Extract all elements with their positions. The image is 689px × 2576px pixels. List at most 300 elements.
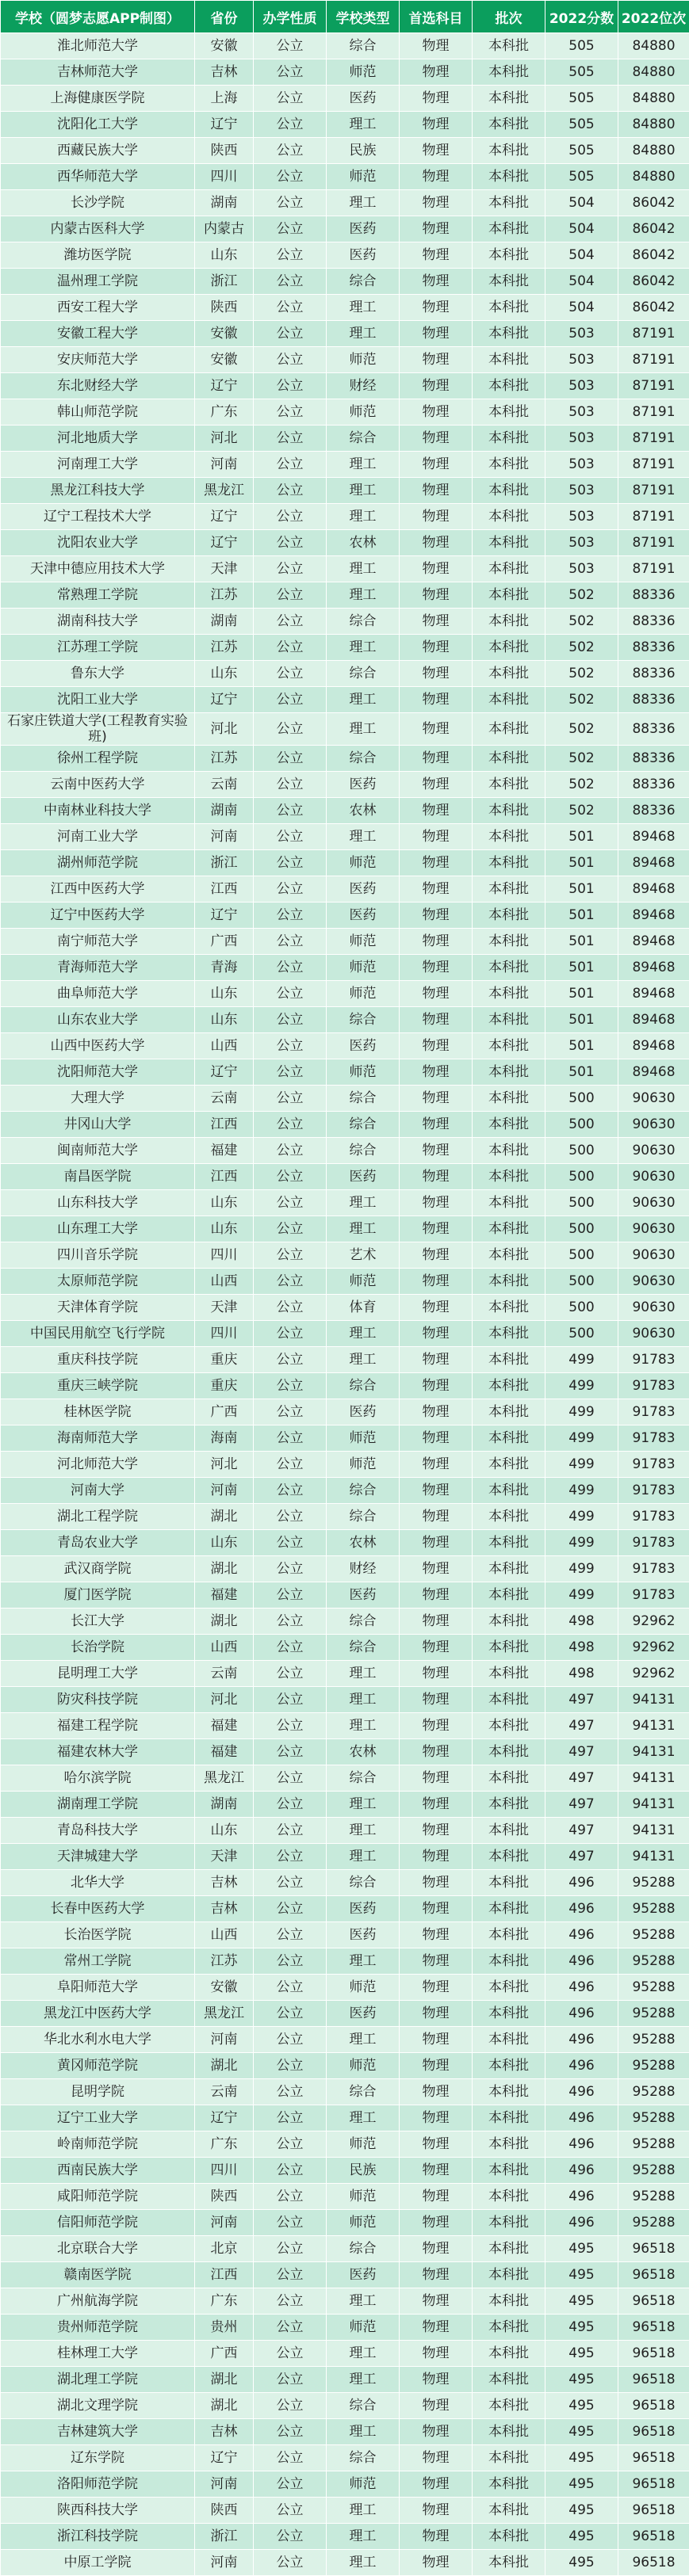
cell-province: 重庆 <box>195 1373 254 1399</box>
cell-ownership: 公立 <box>254 824 327 850</box>
cell-school: 湖州师范学院 <box>1 850 195 876</box>
cell-batch: 本科批 <box>473 1922 545 1948</box>
cell-ownership: 公立 <box>254 504 327 530</box>
cell-batch: 本科批 <box>473 1661 545 1687</box>
cell-school-type: 师范 <box>327 2053 400 2079</box>
table-row <box>1 1739 689 1765</box>
cell-province: 浙江 <box>195 269 254 295</box>
cell-province: 上海 <box>195 86 254 112</box>
cell-ownership: 公立 <box>254 1556 327 1582</box>
cell-rank: 94131 <box>618 1713 689 1739</box>
cell-school-type: 理工 <box>327 2419 400 2445</box>
cell-rank: 90630 <box>618 1164 689 1190</box>
cell-score: 495 <box>545 2419 618 2445</box>
cell-rank: 91783 <box>618 1504 689 1530</box>
cell-province: 广东 <box>195 2288 254 2315</box>
cell-school-type: 师范 <box>327 850 400 876</box>
cell-score: 505 <box>545 86 618 112</box>
cell-rank: 96518 <box>618 2445 689 2471</box>
cell-school: 天津体育学院 <box>1 1295 195 1321</box>
cell-score: 503 <box>545 399 618 426</box>
cell-score: 499 <box>545 1373 618 1399</box>
cell-ownership: 公立 <box>254 1661 327 1687</box>
cell-score: 500 <box>545 1295 618 1321</box>
cell-batch: 本科批 <box>473 556 545 582</box>
cell-province: 吉林 <box>195 2419 254 2445</box>
cell-school: 徐州工程学院 <box>1 746 195 772</box>
cell-subject: 物理 <box>400 1295 473 1321</box>
cell-batch: 本科批 <box>473 295 545 321</box>
cell-school: 常熟理工学院 <box>1 582 195 609</box>
cell-score: 499 <box>545 1347 618 1373</box>
table-row <box>1 33 689 59</box>
cell-rank: 95288 <box>618 2079 689 2105</box>
table-row <box>1 530 689 556</box>
cell-school: 昆明学院 <box>1 2079 195 2105</box>
table-header-row <box>1 1 689 33</box>
cell-rank: 90630 <box>618 1242 689 1269</box>
cell-subject: 物理 <box>400 1556 473 1582</box>
cell-ownership: 公立 <box>254 2053 327 2079</box>
cell-rank: 92962 <box>618 1609 689 1635</box>
cell-school: 青岛农业大学 <box>1 1530 195 1556</box>
cell-school-type: 综合 <box>327 1112 400 1138</box>
cell-school-type: 综合 <box>327 2393 400 2419</box>
cell-subject: 物理 <box>400 321 473 347</box>
cell-subject: 物理 <box>400 582 473 609</box>
table-row <box>1 2210 689 2236</box>
cell-ownership: 公立 <box>254 426 327 452</box>
header-subject: 首选科目 <box>400 1 473 33</box>
cell-batch: 本科批 <box>473 1216 545 1242</box>
cell-school: 湖南理工学院 <box>1 1792 195 1818</box>
cell-rank: 90630 <box>618 1138 689 1164</box>
cell-province: 山西 <box>195 1635 254 1661</box>
cell-province: 山东 <box>195 1190 254 1216</box>
cell-score: 502 <box>545 687 618 713</box>
cell-ownership: 公立 <box>254 2158 327 2184</box>
cell-ownership: 公立 <box>254 1948 327 1975</box>
cell-province: 天津 <box>195 1295 254 1321</box>
table-row <box>1 1086 689 1112</box>
cell-rank: 96518 <box>618 2288 689 2315</box>
table-row <box>1 955 689 981</box>
cell-rank: 89468 <box>618 981 689 1007</box>
cell-score: 505 <box>545 59 618 86</box>
table-row <box>1 609 689 635</box>
cell-rank: 88336 <box>618 746 689 772</box>
cell-ownership: 公立 <box>254 59 327 86</box>
cell-subject: 物理 <box>400 824 473 850</box>
cell-school-type: 理工 <box>327 2550 400 2576</box>
cell-ownership: 公立 <box>254 687 327 713</box>
cell-score: 499 <box>545 1530 618 1556</box>
cell-school-type: 理工 <box>327 190 400 216</box>
cell-score: 503 <box>545 530 618 556</box>
cell-school-type: 理工 <box>327 1190 400 1216</box>
cell-score: 497 <box>545 1739 618 1765</box>
cell-subject: 物理 <box>400 635 473 661</box>
table-row <box>1 2027 689 2053</box>
cell-subject: 物理 <box>400 1138 473 1164</box>
cell-school: 咸阳师范学院 <box>1 2184 195 2210</box>
table-row <box>1 929 689 955</box>
table-row <box>1 1896 689 1922</box>
cell-score: 505 <box>545 112 618 138</box>
cell-rank: 91783 <box>618 1556 689 1582</box>
cell-ownership: 公立 <box>254 1190 327 1216</box>
cell-school-type: 理工 <box>327 2341 400 2367</box>
cell-province: 河南 <box>195 2027 254 2053</box>
cell-school-type: 农林 <box>327 798 400 824</box>
cell-school: 陕西科技大学 <box>1 2498 195 2524</box>
cell-subject: 物理 <box>400 530 473 556</box>
cell-school-type: 医药 <box>327 2262 400 2288</box>
table-row <box>1 1269 689 1295</box>
cell-rank: 86042 <box>618 295 689 321</box>
cell-province: 福建 <box>195 1713 254 1739</box>
cell-ownership: 公立 <box>254 1975 327 2001</box>
cell-school-type: 理工 <box>327 2027 400 2053</box>
cell-school: 重庆三峡学院 <box>1 1373 195 1399</box>
cell-subject: 物理 <box>400 138 473 164</box>
cell-province: 河南 <box>195 452 254 478</box>
cell-school: 防灾科技学院 <box>1 1687 195 1713</box>
cell-rank: 95288 <box>618 2027 689 2053</box>
cell-batch: 本科批 <box>473 2315 545 2341</box>
cell-rank: 89468 <box>618 929 689 955</box>
cell-school: 西安工程大学 <box>1 295 195 321</box>
cell-ownership: 公立 <box>254 746 327 772</box>
cell-rank: 84880 <box>618 59 689 86</box>
cell-batch: 本科批 <box>473 504 545 530</box>
cell-subject: 物理 <box>400 373 473 399</box>
cell-rank: 96518 <box>618 2498 689 2524</box>
cell-school-type: 师范 <box>327 1452 400 1478</box>
table-row <box>1 1870 689 1896</box>
table-row <box>1 687 689 713</box>
cell-province: 河北 <box>195 426 254 452</box>
cell-score: 495 <box>545 2445 618 2471</box>
cell-ownership: 公立 <box>254 1504 327 1530</box>
cell-batch: 本科批 <box>473 426 545 452</box>
cell-batch: 本科批 <box>473 2524 545 2550</box>
cell-score: 500 <box>545 1321 618 1347</box>
cell-score: 497 <box>545 1765 618 1792</box>
cell-school: 河北师范大学 <box>1 1452 195 1478</box>
cell-batch: 本科批 <box>473 373 545 399</box>
cell-ownership: 公立 <box>254 2079 327 2105</box>
cell-school-type: 综合 <box>327 661 400 687</box>
cell-score: 498 <box>545 1635 618 1661</box>
cell-school-type: 医药 <box>327 1399 400 1425</box>
cell-rank: 92962 <box>618 1661 689 1687</box>
cell-school-type: 综合 <box>327 1086 400 1112</box>
cell-subject: 物理 <box>400 1922 473 1948</box>
table-row <box>1 1478 689 1504</box>
cell-province: 吉林 <box>195 1870 254 1896</box>
cell-province: 河南 <box>195 2471 254 2498</box>
cell-subject: 物理 <box>400 1321 473 1347</box>
cell-school: 安徽工程大学 <box>1 321 195 347</box>
cell-school-type: 医药 <box>327 876 400 903</box>
cell-rank: 90630 <box>618 1086 689 1112</box>
table-row <box>1 269 689 295</box>
cell-rank: 88336 <box>618 713 689 746</box>
cell-school-type: 综合 <box>327 2236 400 2262</box>
cell-school-type: 师范 <box>327 1059 400 1086</box>
cell-school-type: 综合 <box>327 1138 400 1164</box>
cell-school-type: 医药 <box>327 2001 400 2027</box>
cell-school: 辽宁工业大学 <box>1 2105 195 2131</box>
cell-batch: 本科批 <box>473 582 545 609</box>
cell-ownership: 公立 <box>254 2315 327 2341</box>
cell-score: 503 <box>545 452 618 478</box>
cell-province: 湖南 <box>195 1792 254 1818</box>
cell-school: 华北水利水电大学 <box>1 2027 195 2053</box>
cell-subject: 物理 <box>400 86 473 112</box>
cell-school: 温州理工学院 <box>1 269 195 295</box>
cell-rank: 87191 <box>618 452 689 478</box>
cell-batch: 本科批 <box>473 2550 545 2576</box>
cell-ownership: 公立 <box>254 295 327 321</box>
cell-subject: 物理 <box>400 399 473 426</box>
cell-subject: 物理 <box>400 1896 473 1922</box>
cell-province: 云南 <box>195 2079 254 2105</box>
cell-batch: 本科批 <box>473 981 545 1007</box>
cell-ownership: 公立 <box>254 556 327 582</box>
cell-school-type: 艺术 <box>327 1242 400 1269</box>
cell-score: 496 <box>545 1922 618 1948</box>
cell-score: 498 <box>545 1661 618 1687</box>
cell-ownership: 公立 <box>254 1269 327 1295</box>
cell-subject: 物理 <box>400 1948 473 1975</box>
cell-school-type: 理工 <box>327 1661 400 1687</box>
cell-school-type: 理工 <box>327 582 400 609</box>
cell-batch: 本科批 <box>473 478 545 504</box>
table-row <box>1 713 689 746</box>
cell-school: 福建农林大学 <box>1 1739 195 1765</box>
cell-province: 吉林 <box>195 59 254 86</box>
cell-subject: 物理 <box>400 2288 473 2315</box>
cell-rank: 84880 <box>618 33 689 59</box>
cell-school: 山东农业大学 <box>1 1007 195 1033</box>
cell-batch: 本科批 <box>473 2445 545 2471</box>
table-row <box>1 1295 689 1321</box>
cell-school: 安庆师范大学 <box>1 347 195 373</box>
cell-ownership: 公立 <box>254 1713 327 1739</box>
table-row <box>1 876 689 903</box>
cell-score: 499 <box>545 1478 618 1504</box>
cell-batch: 本科批 <box>473 2236 545 2262</box>
table-row <box>1 903 689 929</box>
cell-rank: 89468 <box>618 1033 689 1059</box>
cell-subject: 物理 <box>400 1086 473 1112</box>
cell-batch: 本科批 <box>473 2498 545 2524</box>
cell-province: 广东 <box>195 399 254 426</box>
cell-rank: 89468 <box>618 903 689 929</box>
cell-school: 岭南师范学院 <box>1 2131 195 2158</box>
table-row <box>1 1242 689 1269</box>
cell-school-type: 理工 <box>327 1948 400 1975</box>
cell-school-type: 理工 <box>327 112 400 138</box>
cell-province: 黑龙江 <box>195 1765 254 1792</box>
cell-rank: 96518 <box>618 2524 689 2550</box>
cell-rank: 96518 <box>618 2550 689 2576</box>
cell-province: 河北 <box>195 713 254 746</box>
header-school: 学校（圆梦志愿APP制图） <box>1 1 195 33</box>
cell-score: 496 <box>545 2210 618 2236</box>
cell-rank: 95288 <box>618 2105 689 2131</box>
table-row <box>1 661 689 687</box>
cell-school-type: 师范 <box>327 1425 400 1452</box>
cell-ownership: 公立 <box>254 661 327 687</box>
cell-rank: 84880 <box>618 112 689 138</box>
cell-score: 496 <box>545 2158 618 2184</box>
cell-rank: 88336 <box>618 772 689 798</box>
cell-score: 499 <box>545 1556 618 1582</box>
cell-ownership: 公立 <box>254 1347 327 1373</box>
cell-batch: 本科批 <box>473 2027 545 2053</box>
cell-batch: 本科批 <box>473 2131 545 2158</box>
cell-school-type: 综合 <box>327 1765 400 1792</box>
cell-school-type: 综合 <box>327 33 400 59</box>
cell-province: 福建 <box>195 1739 254 1765</box>
cell-rank: 89468 <box>618 850 689 876</box>
cell-province: 辽宁 <box>195 2445 254 2471</box>
cell-school-type: 理工 <box>327 295 400 321</box>
cell-ownership: 公立 <box>254 1138 327 1164</box>
cell-school: 洛阳师范学院 <box>1 2471 195 2498</box>
cell-ownership: 公立 <box>254 1007 327 1033</box>
table-row <box>1 1138 689 1164</box>
cell-subject: 物理 <box>400 33 473 59</box>
cell-ownership: 公立 <box>254 1530 327 1556</box>
table-row <box>1 295 689 321</box>
cell-ownership: 公立 <box>254 2131 327 2158</box>
table-row <box>1 2262 689 2288</box>
cell-ownership: 公立 <box>254 1033 327 1059</box>
cell-rank: 88336 <box>618 582 689 609</box>
cell-ownership: 公立 <box>254 1242 327 1269</box>
cell-province: 山西 <box>195 1922 254 1948</box>
cell-subject: 物理 <box>400 1661 473 1687</box>
cell-ownership: 公立 <box>254 1086 327 1112</box>
cell-score: 501 <box>545 850 618 876</box>
cell-batch: 本科批 <box>473 824 545 850</box>
cell-ownership: 公立 <box>254 1765 327 1792</box>
cell-batch: 本科批 <box>473 1138 545 1164</box>
table-row <box>1 2524 689 2550</box>
cell-rank: 91783 <box>618 1347 689 1373</box>
cell-ownership: 公立 <box>254 1739 327 1765</box>
table-row <box>1 2498 689 2524</box>
cell-batch: 本科批 <box>473 1765 545 1792</box>
cell-ownership: 公立 <box>254 1582 327 1609</box>
table-row <box>1 556 689 582</box>
cell-province: 河北 <box>195 1452 254 1478</box>
cell-province: 辽宁 <box>195 530 254 556</box>
cell-school-type: 体育 <box>327 1295 400 1321</box>
cell-school: 辽东学院 <box>1 2445 195 2471</box>
cell-school-type: 民族 <box>327 138 400 164</box>
cell-rank: 84880 <box>618 138 689 164</box>
cell-school-type: 医药 <box>327 1582 400 1609</box>
cell-school: 山西中医药大学 <box>1 1033 195 1059</box>
cell-batch: 本科批 <box>473 2210 545 2236</box>
cell-ownership: 公立 <box>254 478 327 504</box>
cell-province: 辽宁 <box>195 687 254 713</box>
cell-rank: 94131 <box>618 1844 689 1870</box>
cell-batch: 本科批 <box>473 1242 545 1269</box>
table-row <box>1 2367 689 2393</box>
table-row <box>1 824 689 850</box>
cell-rank: 95288 <box>618 1975 689 2001</box>
cell-subject: 物理 <box>400 850 473 876</box>
cell-school: 常州工学院 <box>1 1948 195 1975</box>
cell-score: 502 <box>545 746 618 772</box>
cell-subject: 物理 <box>400 2550 473 2576</box>
cell-rank: 84880 <box>618 164 689 190</box>
cell-school-type: 财经 <box>327 373 400 399</box>
cell-school-type: 综合 <box>327 609 400 635</box>
cell-rank: 88336 <box>618 798 689 824</box>
table-row <box>1 2341 689 2367</box>
cell-score: 505 <box>545 138 618 164</box>
cell-batch: 本科批 <box>473 452 545 478</box>
cell-province: 安徽 <box>195 33 254 59</box>
cell-subject: 物理 <box>400 2471 473 2498</box>
cell-rank: 87191 <box>618 504 689 530</box>
table-row <box>1 2105 689 2131</box>
cell-score: 501 <box>545 981 618 1007</box>
cell-batch: 本科批 <box>473 661 545 687</box>
cell-rank: 96518 <box>618 2393 689 2419</box>
cell-ownership: 公立 <box>254 1818 327 1844</box>
cell-subject: 物理 <box>400 903 473 929</box>
cell-school: 北京联合大学 <box>1 2236 195 2262</box>
cell-score: 502 <box>545 661 618 687</box>
cell-school: 南宁师范大学 <box>1 929 195 955</box>
cell-ownership: 公立 <box>254 1059 327 1086</box>
cell-score: 501 <box>545 955 618 981</box>
cell-score: 495 <box>545 2341 618 2367</box>
cell-school: 沈阳农业大学 <box>1 530 195 556</box>
cell-province: 湖北 <box>195 1556 254 1582</box>
cell-school: 哈尔滨学院 <box>1 1765 195 1792</box>
cell-batch: 本科批 <box>473 2079 545 2105</box>
cell-school: 沈阳工业大学 <box>1 687 195 713</box>
cell-school: 沈阳师范大学 <box>1 1059 195 1086</box>
cell-ownership: 公立 <box>254 1478 327 1504</box>
cell-school: 海南师范大学 <box>1 1425 195 1452</box>
cell-province: 浙江 <box>195 2524 254 2550</box>
cell-batch: 本科批 <box>473 1007 545 1033</box>
cell-rank: 87191 <box>618 399 689 426</box>
table-row <box>1 2288 689 2315</box>
cell-subject: 物理 <box>400 2131 473 2158</box>
table-row <box>1 1164 689 1190</box>
cell-batch: 本科批 <box>473 1269 545 1295</box>
cell-rank: 89468 <box>618 955 689 981</box>
cell-ownership: 公立 <box>254 242 327 269</box>
cell-ownership: 公立 <box>254 321 327 347</box>
cell-school: 吉林建筑大学 <box>1 2419 195 2445</box>
cell-rank: 96518 <box>618 2315 689 2341</box>
table-row <box>1 1818 689 1844</box>
cell-province: 山西 <box>195 1033 254 1059</box>
table-row <box>1 1112 689 1138</box>
